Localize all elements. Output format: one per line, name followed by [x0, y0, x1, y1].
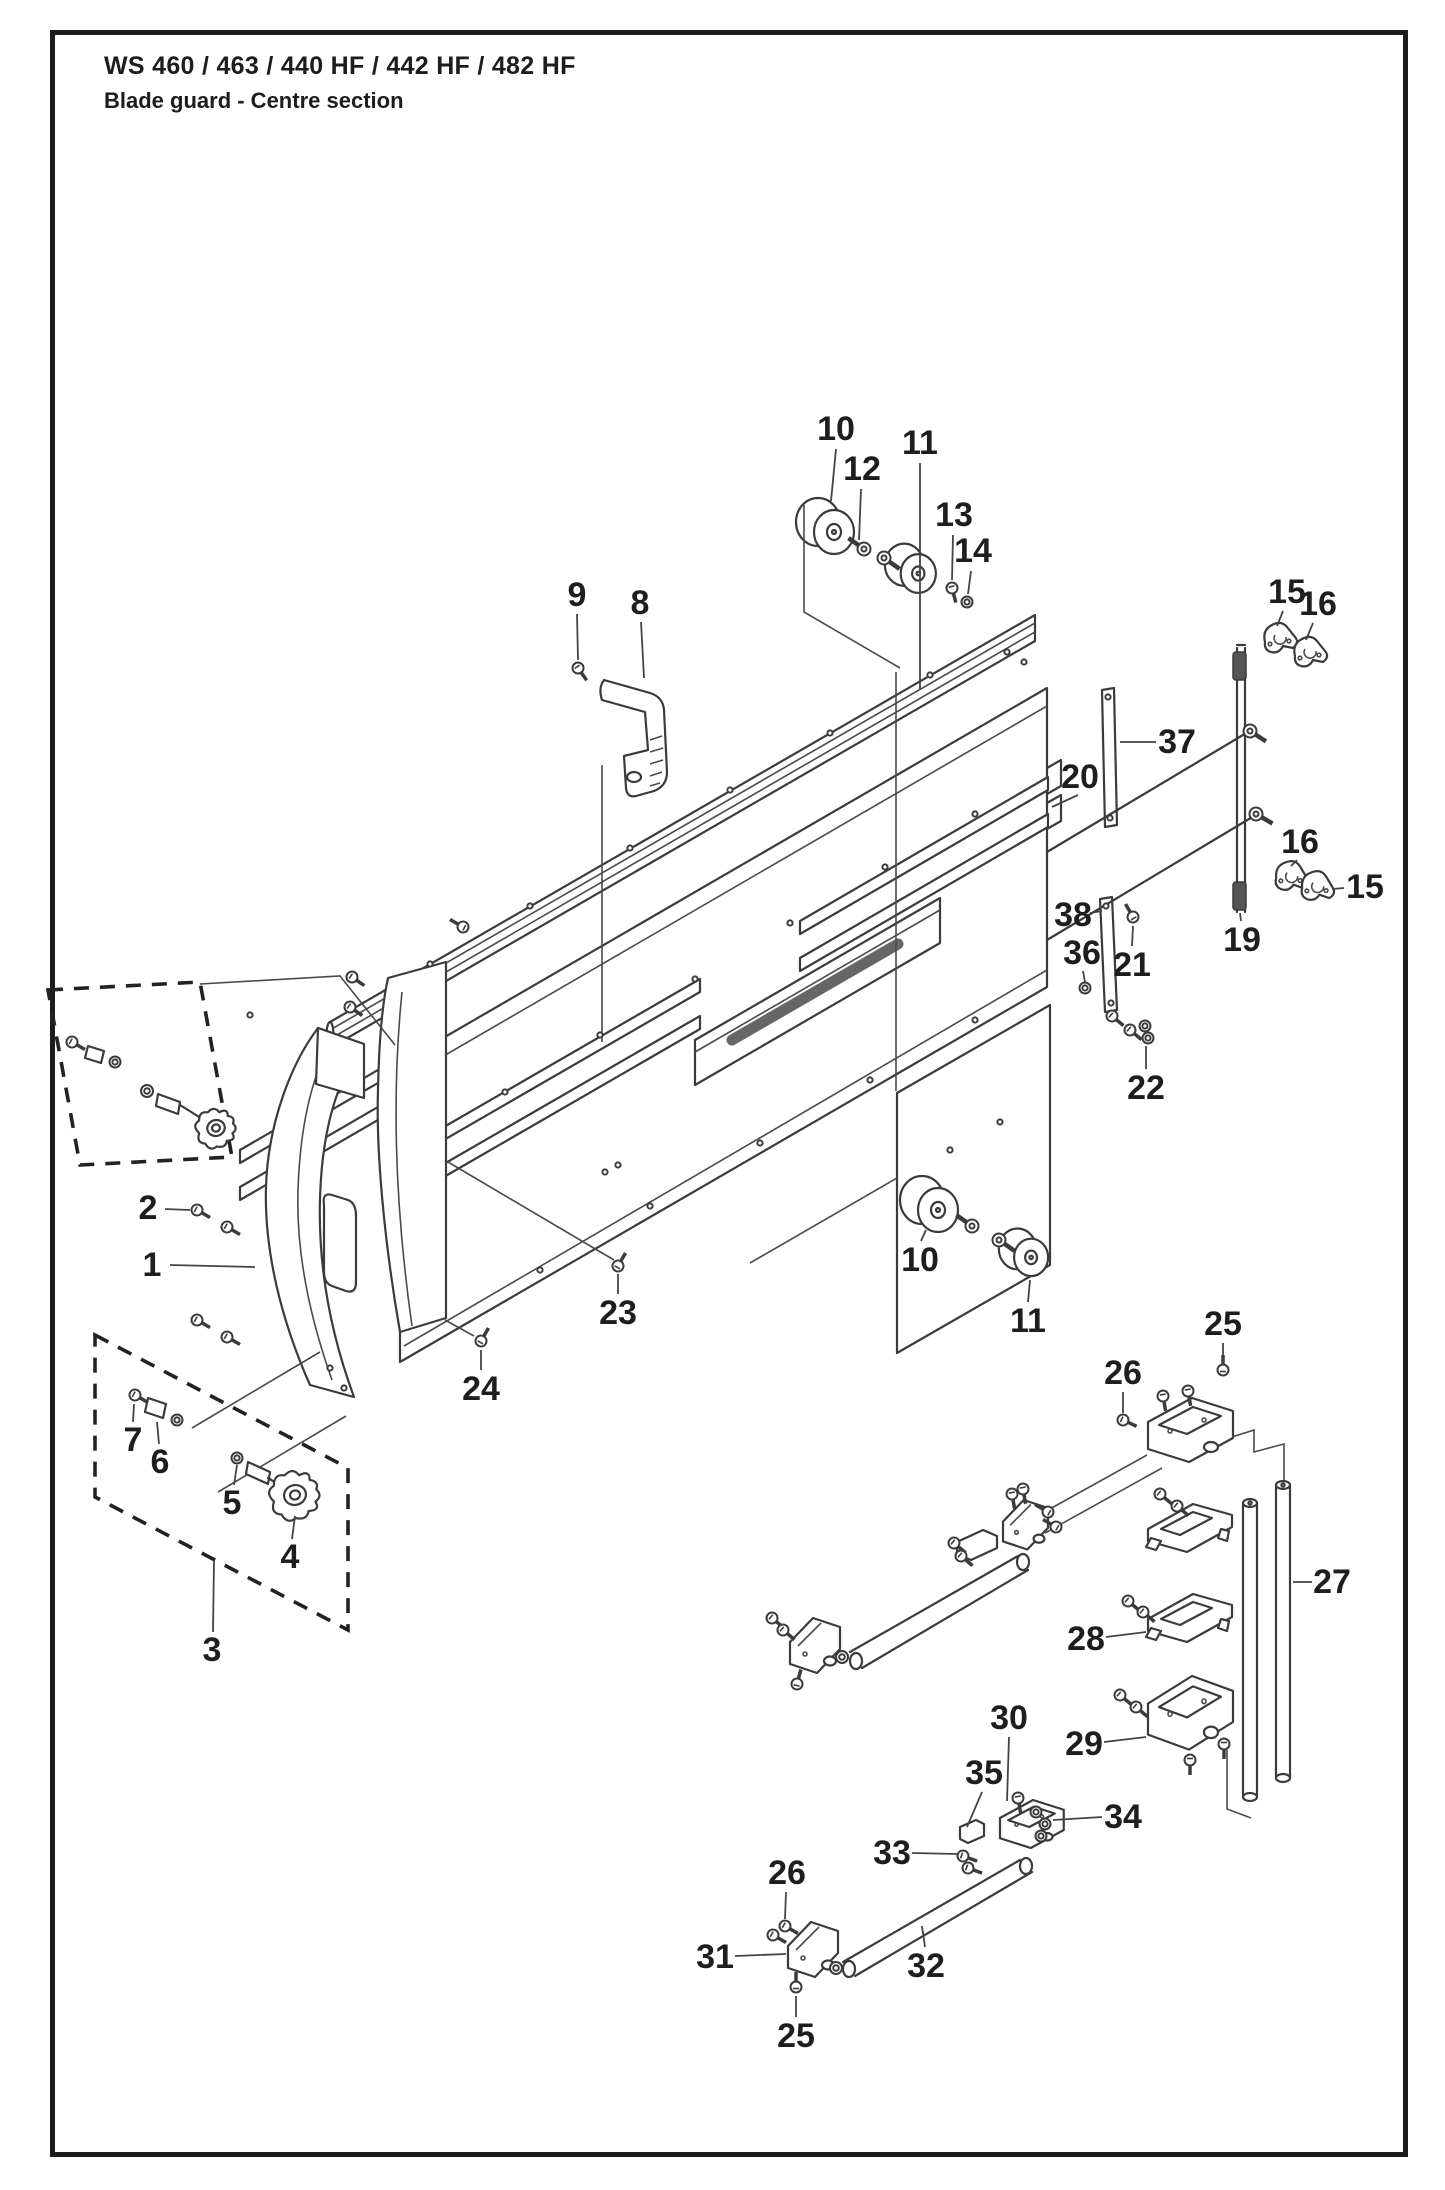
- hole: [597, 1032, 602, 1037]
- part-label-13: 13: [935, 496, 973, 534]
- hole: [997, 1119, 1002, 1124]
- bolt-socket: [1247, 728, 1254, 735]
- leader-line: [912, 1853, 957, 1854]
- screw-head: [1116, 1413, 1131, 1428]
- part-label-8: 8: [630, 584, 650, 622]
- screw-icon: [791, 1972, 802, 1993]
- hole: [757, 1140, 762, 1145]
- nut-icon: [1080, 983, 1091, 994]
- dot-icon: [1107, 815, 1112, 820]
- hole: [927, 672, 932, 677]
- part-label-4: 4: [280, 1538, 300, 1576]
- leader-line: [641, 622, 644, 678]
- screw-icon: [64, 1034, 87, 1054]
- screw-head: [790, 1677, 803, 1690]
- screw-icon: [189, 1312, 212, 1332]
- leader-line: [952, 535, 953, 580]
- hole: [882, 864, 887, 869]
- part-label-23: 23: [599, 1294, 637, 1332]
- dot-icon: [597, 1032, 602, 1037]
- part-label-15: 15: [1268, 573, 1306, 611]
- screw-icon: [473, 1325, 493, 1348]
- screw-icon: [945, 581, 961, 604]
- bolt-socket: [881, 555, 888, 562]
- screw-icon: [1121, 901, 1141, 924]
- support-tubes: [1243, 1481, 1290, 1801]
- screw-icon: [610, 1250, 630, 1273]
- hole: [947, 1147, 952, 1152]
- dot-icon: [827, 730, 832, 735]
- part-label-10: 10: [901, 1241, 939, 1279]
- hole: [527, 903, 532, 908]
- dot-icon: [627, 845, 632, 850]
- dot-icon: [927, 672, 932, 677]
- screw-icon: [447, 915, 470, 935]
- screw-icon: [189, 1202, 212, 1222]
- part-label-7: 7: [123, 1421, 143, 1459]
- part-label-2: 2: [138, 1189, 158, 1227]
- nut-icon: [1040, 1819, 1051, 1830]
- nut-icon: [172, 1415, 183, 1426]
- nut-hole: [112, 1059, 117, 1064]
- hardware-layer: [64, 533, 1275, 1993]
- leader-line: [785, 1892, 786, 1919]
- bolt-socket: [861, 546, 868, 553]
- dot-icon: [1105, 694, 1110, 699]
- nut-hole: [1033, 1809, 1038, 1814]
- leader-line: [165, 1209, 190, 1210]
- screw-head: [956, 1849, 970, 1863]
- screw-icon: [219, 1329, 242, 1349]
- hole: [247, 1012, 252, 1017]
- screw-head: [1012, 1792, 1025, 1805]
- dot-icon: [327, 1365, 332, 1370]
- screw-head: [945, 581, 958, 594]
- nut-hole: [964, 599, 969, 604]
- screw-slot: [1015, 1796, 1021, 1797]
- leader-line: [133, 1404, 134, 1422]
- dot-icon: [972, 811, 977, 816]
- dot-icon: [1021, 659, 1026, 664]
- hole: [327, 1365, 332, 1370]
- pivot-arm-upper: [790, 1500, 1048, 1673]
- leader-line: [157, 1422, 159, 1444]
- dot-icon: [1108, 1000, 1113, 1005]
- hole: [1103, 903, 1108, 908]
- hole: [787, 920, 792, 925]
- screw-head: [765, 1927, 780, 1942]
- screw-head: [1219, 1739, 1230, 1750]
- nut-icon: [1031, 1807, 1042, 1818]
- dot-icon: [537, 1267, 542, 1272]
- screw-head: [1182, 1385, 1195, 1398]
- screw-head: [473, 1333, 488, 1348]
- dot-icon: [647, 1203, 652, 1208]
- hole: [427, 961, 432, 966]
- screw-slot: [1009, 1492, 1015, 1493]
- part-label-6: 6: [150, 1443, 170, 1481]
- mount-bracket-bottom: [1148, 1676, 1251, 1818]
- hole: [1021, 659, 1026, 664]
- part-label-21: 21: [1113, 946, 1151, 984]
- nut-icon: [232, 1453, 243, 1464]
- dot-icon: [947, 1147, 952, 1152]
- dot-icon: [867, 1077, 872, 1082]
- washer-icon: [836, 1651, 848, 1663]
- bolt-socket: [996, 1237, 1003, 1244]
- part-label-15: 15: [1346, 868, 1384, 906]
- screw-head: [219, 1329, 234, 1344]
- hole: [972, 811, 977, 816]
- screw-head: [1017, 1483, 1030, 1496]
- screw-slot: [1185, 1389, 1191, 1390]
- part-label-1: 1: [142, 1246, 162, 1284]
- nut-hole: [1082, 985, 1087, 990]
- hole: [627, 845, 632, 850]
- washer-hole: [144, 1088, 150, 1094]
- part-label-11: 11: [902, 424, 938, 462]
- part-label-5: 5: [222, 1484, 242, 1522]
- part-label-16: 16: [1299, 585, 1337, 623]
- screw-icon: [570, 660, 591, 683]
- screw-head: [1157, 1390, 1170, 1403]
- bolt-icon: [1247, 805, 1276, 829]
- screw-icon: [219, 1219, 242, 1239]
- part-label-24: 24: [462, 1370, 500, 1408]
- carry-handle: [600, 680, 667, 796]
- tension-rod: [1233, 645, 1246, 912]
- screw-head: [791, 1982, 802, 1993]
- screw-slot: [1020, 1487, 1026, 1488]
- hole: [727, 787, 732, 792]
- part-label-31: 31: [696, 1938, 734, 1976]
- leader-line: [968, 571, 971, 594]
- leader-line: [1083, 971, 1085, 982]
- dot-icon: [1004, 649, 1009, 654]
- part-label-38: 38: [1054, 896, 1092, 934]
- screw-head: [610, 1258, 625, 1273]
- part-label-20: 20: [1061, 758, 1099, 796]
- screw-icon: [1116, 1413, 1139, 1432]
- part-label-33: 33: [873, 1834, 911, 1872]
- dot-icon: [757, 1140, 762, 1145]
- hole: [502, 1089, 507, 1094]
- hole: [972, 1017, 977, 1022]
- hole: [615, 1162, 620, 1167]
- part-label-36: 36: [1063, 934, 1101, 972]
- leader-line: [1007, 1737, 1009, 1801]
- washer-icon: [830, 1962, 842, 1974]
- hole: [1108, 1000, 1113, 1005]
- hole: [1107, 815, 1112, 820]
- leader-line: [213, 1560, 214, 1632]
- leader-line: [1132, 926, 1133, 946]
- hole: [1004, 649, 1009, 654]
- screw-icon: [1104, 1008, 1127, 1030]
- part-label-3: 3: [202, 1631, 222, 1669]
- clamp-plates: [1146, 1504, 1232, 1642]
- part-label-9: 9: [567, 576, 587, 614]
- leader-line: [170, 1265, 255, 1267]
- screw-icon: [790, 1668, 806, 1691]
- hole: [867, 1077, 872, 1082]
- screw-head: [64, 1034, 79, 1049]
- nut-hole: [234, 1455, 239, 1460]
- screw-icon: [1157, 1390, 1171, 1412]
- part-label-16: 16: [1281, 823, 1319, 861]
- page-title: WS 460 / 463 / 440 HF / 442 HF / 482 HF: [104, 52, 576, 80]
- nut-hole: [1145, 1035, 1150, 1040]
- part-label-19: 19: [1223, 921, 1261, 959]
- leader-line: [1106, 1632, 1146, 1637]
- screw-head: [127, 1387, 142, 1402]
- bolt-socket: [1253, 811, 1260, 818]
- page-subtitle: Blade guard - Centre section: [104, 88, 404, 113]
- part-label-34: 34: [1104, 1798, 1142, 1836]
- nut-icon: [1143, 1033, 1154, 1044]
- part-label-11: 11: [1010, 1302, 1046, 1340]
- screw-head: [1185, 1755, 1196, 1766]
- hole: [537, 1267, 542, 1272]
- nut-hole: [1142, 1023, 1147, 1028]
- hole: [602, 1169, 607, 1174]
- screw-head: [777, 1918, 792, 1933]
- dot-icon: [502, 1089, 507, 1094]
- part-label-12: 12: [843, 450, 881, 488]
- leader-line: [735, 1954, 786, 1956]
- leader-line: [1332, 888, 1344, 889]
- dot-icon: [787, 920, 792, 925]
- dot-icon: [427, 961, 432, 966]
- hole: [647, 1203, 652, 1208]
- part-label-37: 37: [1158, 723, 1196, 761]
- washer-hole: [839, 1654, 845, 1660]
- part-label-30: 30: [990, 1699, 1028, 1737]
- washer-hole: [833, 1965, 839, 1971]
- part-label-28: 28: [1067, 1620, 1105, 1658]
- screw-head: [1048, 1519, 1063, 1534]
- washer-icon: [141, 1085, 153, 1097]
- leader-line: [859, 489, 861, 540]
- dot-icon: [727, 787, 732, 792]
- dot-icon: [692, 976, 697, 981]
- part-label-26: 26: [768, 1854, 806, 1892]
- screw-icon: [961, 1861, 984, 1878]
- leader-line: [1240, 913, 1241, 921]
- screw-head: [961, 1861, 975, 1875]
- nut-hole: [1038, 1833, 1043, 1838]
- screw-head: [1006, 1488, 1019, 1501]
- part-label-25: 25: [777, 2017, 815, 2055]
- part-label-29: 29: [1065, 1725, 1103, 1763]
- screw-head: [189, 1312, 204, 1327]
- part-label-32: 32: [907, 1947, 945, 1985]
- screw-head: [219, 1219, 234, 1234]
- nut-icon: [962, 597, 973, 608]
- screw-icon: [1185, 1755, 1196, 1776]
- hole: [692, 976, 697, 981]
- bolt-socket: [969, 1223, 976, 1230]
- screw-head: [455, 919, 470, 934]
- part-label-26: 26: [1104, 1354, 1142, 1392]
- part-label-35: 35: [965, 1754, 1003, 1792]
- hole: [827, 730, 832, 735]
- nut-hole: [1042, 1821, 1047, 1826]
- leader-line: [1104, 1737, 1146, 1742]
- part-label-22: 22: [1127, 1069, 1165, 1107]
- dot-icon: [972, 1017, 977, 1022]
- nut-icon: [1036, 1831, 1047, 1842]
- part-label-25: 25: [1204, 1305, 1242, 1343]
- dot-icon: [615, 1162, 620, 1167]
- nut-icon: [110, 1057, 121, 1068]
- dot-icon: [882, 864, 887, 869]
- dot-icon: [1103, 903, 1108, 908]
- screw-head: [1218, 1365, 1229, 1376]
- leader-line: [1028, 1280, 1030, 1302]
- leader-line: [577, 614, 578, 660]
- leader-line: [831, 449, 836, 501]
- nut-icon: [1140, 1021, 1151, 1032]
- dot-icon: [341, 1385, 346, 1390]
- part-label-27: 27: [1313, 1563, 1351, 1601]
- screw-head: [189, 1202, 204, 1217]
- hole: [1105, 694, 1110, 699]
- nut-hole: [174, 1417, 179, 1422]
- screw-icon: [1219, 1739, 1230, 1760]
- screw-head: [1125, 909, 1140, 924]
- part-label-14: 14: [954, 532, 992, 570]
- mount-bracket-top: [1030, 1398, 1284, 1533]
- dot-icon: [602, 1169, 607, 1174]
- dot-icon: [247, 1012, 252, 1017]
- dot-icon: [527, 903, 532, 908]
- screw-slot: [1160, 1394, 1166, 1395]
- dot-icon: [997, 1119, 1002, 1124]
- part-label-10: 10: [817, 410, 855, 448]
- hole: [341, 1385, 346, 1390]
